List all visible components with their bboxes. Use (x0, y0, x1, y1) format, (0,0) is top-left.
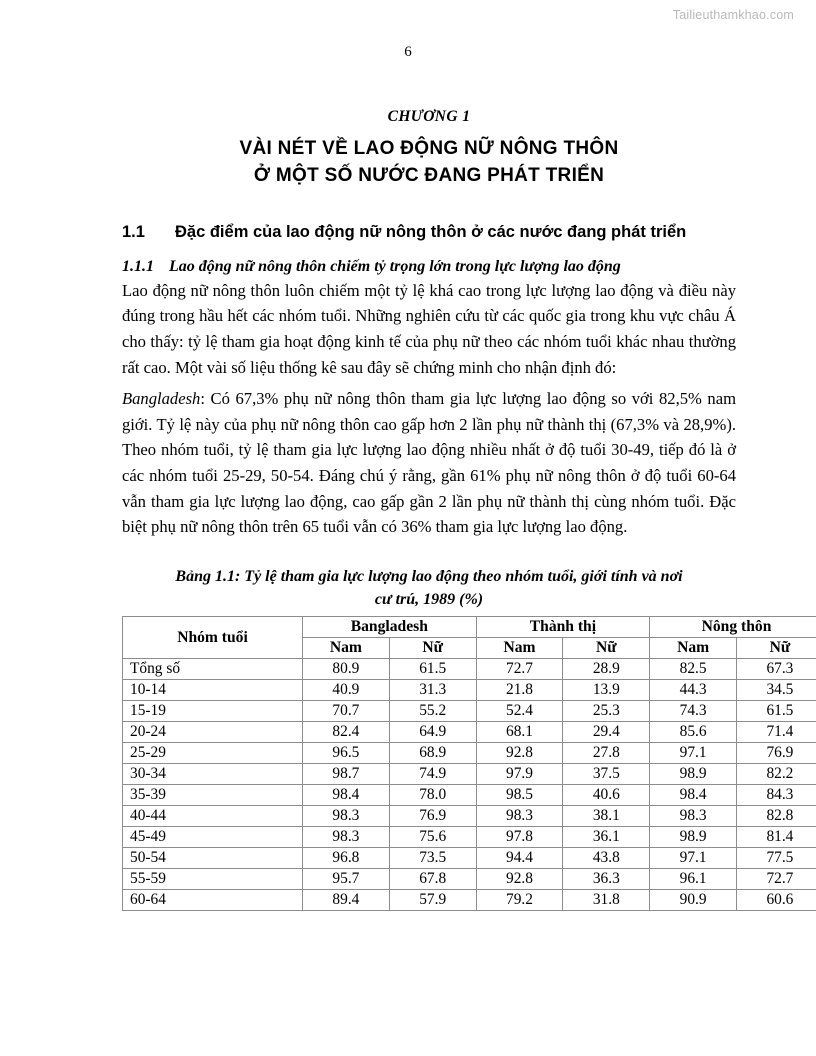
cell-value: 36.1 (563, 827, 650, 848)
cell-value: 68.9 (389, 743, 476, 764)
cell-value: 70.7 (303, 701, 390, 722)
cell-value: 27.8 (563, 743, 650, 764)
labor-force-participation-table (122, 616, 816, 911)
table-caption (122, 566, 736, 611)
table-caption-line-1: Bảng 1.1: Tỷ lệ tham gia lực lượng lao động theo nhóm tuổi, giới tính và nơi (175, 567, 683, 585)
cell-value: 85.6 (650, 722, 737, 743)
table-caption-line-2: cư trú, 1989 (%) (374, 590, 484, 608)
header-bangladesh: Bangladesh (303, 617, 477, 638)
cell-value: 37.5 (563, 764, 650, 785)
cell-value: 98.9 (650, 764, 737, 785)
chapter-title-line-2: Ở MỘT SỐ NƯỚC ĐANG PHÁT TRIỂN (253, 164, 605, 186)
cell-value: 95.7 (303, 869, 390, 890)
cell-value: 67.3 (737, 659, 816, 680)
header-bangladesh-female: Nữ (389, 638, 476, 659)
section-title-1-1-1: Lao động nữ nông thôn chiếm tỷ trọng lớn trong lực lượng lao động (169, 257, 621, 275)
cell-value: 92.8 (476, 869, 563, 890)
header-urban-female: Nữ (563, 638, 650, 659)
cell-value: 82.5 (650, 659, 737, 680)
cell-value: 36.3 (563, 869, 650, 890)
table-row (123, 827, 816, 848)
table-body (123, 659, 816, 911)
table-row (123, 848, 816, 869)
cell-value: 43.8 (563, 848, 650, 869)
cell-age-group: 45-49 (123, 827, 303, 848)
cell-value: 73.5 (389, 848, 476, 869)
header-rural: Nông thôn (650, 617, 816, 638)
cell-value: 82.2 (737, 764, 816, 785)
cell-value: 96.1 (650, 869, 737, 890)
cell-value: 76.9 (737, 743, 816, 764)
cell-value: 79.2 (476, 890, 563, 911)
country-body-text: : Có 67,3% phụ nữ nông thôn tham gia lực lượng lao động so với 82,5% nam giới. Tỷ lệ này của phụ nữ nông thôn cao gấp hơn 2 lần phụ nữ thành thị (67,3% và 28,9%). Theo nhóm tuổi, tỷ lệ tham gia lực lượng lao động nhiều nhất ở độ tuổi 30-49, tiếp đó là ở các nhóm tuổi 25-29, 50-54. Đáng chú ý rằng, gần 61% phụ nữ nông thôn ở độ tuổi 60-64 vẫn tham gia lực lượng lao động, cao gấp gần 2 lần phụ nữ thành thị cùng nhóm tuổi. Đặc biệt phụ nữ nông thôn trên 65 tuổi vẫn có 36% tham gia lực lượng lao động. (122, 389, 736, 537)
cell-value: 28.9 (563, 659, 650, 680)
cell-value: 72.7 (737, 869, 816, 890)
cell-value: 61.5 (737, 701, 816, 722)
table-row (123, 785, 816, 806)
section-heading-1-1 (122, 220, 736, 245)
cell-value: 97.1 (650, 848, 737, 869)
cell-value: 98.4 (650, 785, 737, 806)
cell-age-group: 25-29 (123, 743, 303, 764)
chapter-label: CHƯƠNG 1 (387, 108, 471, 125)
table-row (123, 722, 816, 743)
cell-age-group: 55-59 (123, 869, 303, 890)
cell-value: 71.4 (737, 722, 816, 743)
page-number: 6 (404, 44, 412, 60)
cell-age-group: 50-54 (123, 848, 303, 869)
table-row (123, 701, 816, 722)
cell-age-group: 15-19 (123, 701, 303, 722)
cell-value: 98.7 (303, 764, 390, 785)
cell-value: 84.3 (737, 785, 816, 806)
cell-age-group: 30-34 (123, 764, 303, 785)
cell-value: 98.3 (476, 806, 563, 827)
section-number-1-1-1: 1.1.1 (122, 257, 154, 275)
cell-age-group: 40-44 (123, 806, 303, 827)
cell-value: 89.4 (303, 890, 390, 911)
cell-value: 98.9 (650, 827, 737, 848)
header-urban-male: Nam (476, 638, 563, 659)
cell-value: 94.4 (476, 848, 563, 869)
table-head (123, 617, 816, 659)
cell-value: 76.9 (389, 806, 476, 827)
cell-value: 90.9 (650, 890, 737, 911)
cell-value: 25.3 (563, 701, 650, 722)
table-row (123, 806, 816, 827)
cell-value: 31.8 (563, 890, 650, 911)
section-title-1-1: Đặc điểm của lao động nữ nông thôn ở các nước đang phát triển (175, 222, 687, 241)
cell-value: 82.8 (737, 806, 816, 827)
cell-value: 77.5 (737, 848, 816, 869)
cell-value: 98.3 (303, 827, 390, 848)
cell-value: 97.9 (476, 764, 563, 785)
cell-value: 52.4 (476, 701, 563, 722)
cell-value: 68.1 (476, 722, 563, 743)
cell-value: 97.8 (476, 827, 563, 848)
cell-value: 31.3 (389, 680, 476, 701)
cell-age-group: Tổng số (123, 659, 303, 680)
table-row (123, 680, 816, 701)
cell-age-group: 10-14 (123, 680, 303, 701)
cell-value: 98.3 (303, 806, 390, 827)
cell-value: 67.8 (389, 869, 476, 890)
table-row (123, 869, 816, 890)
table-row (123, 659, 816, 680)
cell-value: 38.1 (563, 806, 650, 827)
section-number-1-1: 1.1 (122, 222, 145, 241)
cell-age-group: 20-24 (123, 722, 303, 743)
cell-value: 98.3 (650, 806, 737, 827)
header-rural-female: Nữ (737, 638, 816, 659)
cell-value: 78.0 (389, 785, 476, 806)
cell-value: 40.6 (563, 785, 650, 806)
cell-value: 55.2 (389, 701, 476, 722)
cell-value: 98.5 (476, 785, 563, 806)
cell-value: 13.9 (563, 680, 650, 701)
page-content (122, 108, 794, 911)
cell-value: 40.9 (303, 680, 390, 701)
cell-value: 96.5 (303, 743, 390, 764)
cell-value: 72.7 (476, 659, 563, 680)
table-row (123, 743, 816, 764)
cell-value: 44.3 (650, 680, 737, 701)
site-watermark: Tailieuthamkhao.com (672, 8, 794, 22)
cell-value: 96.8 (303, 848, 390, 869)
table-header-row-group (123, 617, 816, 638)
cell-value: 61.5 (389, 659, 476, 680)
section-heading-1-1-1 (122, 258, 736, 276)
cell-value: 57.9 (389, 890, 476, 911)
cell-value: 29.4 (563, 722, 650, 743)
header-urban: Thành thị (476, 617, 650, 638)
cell-value: 60.6 (737, 890, 816, 911)
cell-value: 74.3 (650, 701, 737, 722)
cell-age-group: 35-39 (123, 785, 303, 806)
chapter-title-line-1: VÀI NÉT VỀ LAO ĐỘNG NỮ NÔNG THÔN (239, 138, 619, 159)
cell-value: 97.1 (650, 743, 737, 764)
cell-value: 98.4 (303, 785, 390, 806)
cell-value: 21.8 (476, 680, 563, 701)
paragraph-intro: Lao động nữ nông thôn luôn chiếm một tỷ lệ khá cao trong lực lượng lao động và điều này đúng trong hầu hết các nhóm tuổi. Những nghiên cứu từ các quốc gia trong khu vực châu Á cho thấy: tỷ lệ tham gia hoạt động kinh tế của phụ nữ theo các nhóm tuổi khác nhau thường rất cao. Một vài số liệu thống kê sau đây sẽ chứng minh cho nhận định đó: (122, 280, 736, 377)
cell-value: 82.4 (303, 722, 390, 743)
cell-value: 64.9 (389, 722, 476, 743)
cell-age-group: 60-64 (123, 890, 303, 911)
paragraph-bangladesh (122, 386, 736, 540)
cell-value: 80.9 (303, 659, 390, 680)
cell-value: 74.9 (389, 764, 476, 785)
header-age-group: Nhóm tuổi (123, 617, 303, 659)
table-row (123, 764, 816, 785)
header-rural-male: Nam (650, 638, 737, 659)
cell-value: 34.5 (737, 680, 816, 701)
cell-value: 92.8 (476, 743, 563, 764)
cell-value: 75.6 (389, 827, 476, 848)
table-row (123, 890, 816, 911)
cell-value: 81.4 (737, 827, 816, 848)
country-lead-in: Bangladesh (122, 389, 201, 409)
header-bangladesh-male: Nam (303, 638, 390, 659)
